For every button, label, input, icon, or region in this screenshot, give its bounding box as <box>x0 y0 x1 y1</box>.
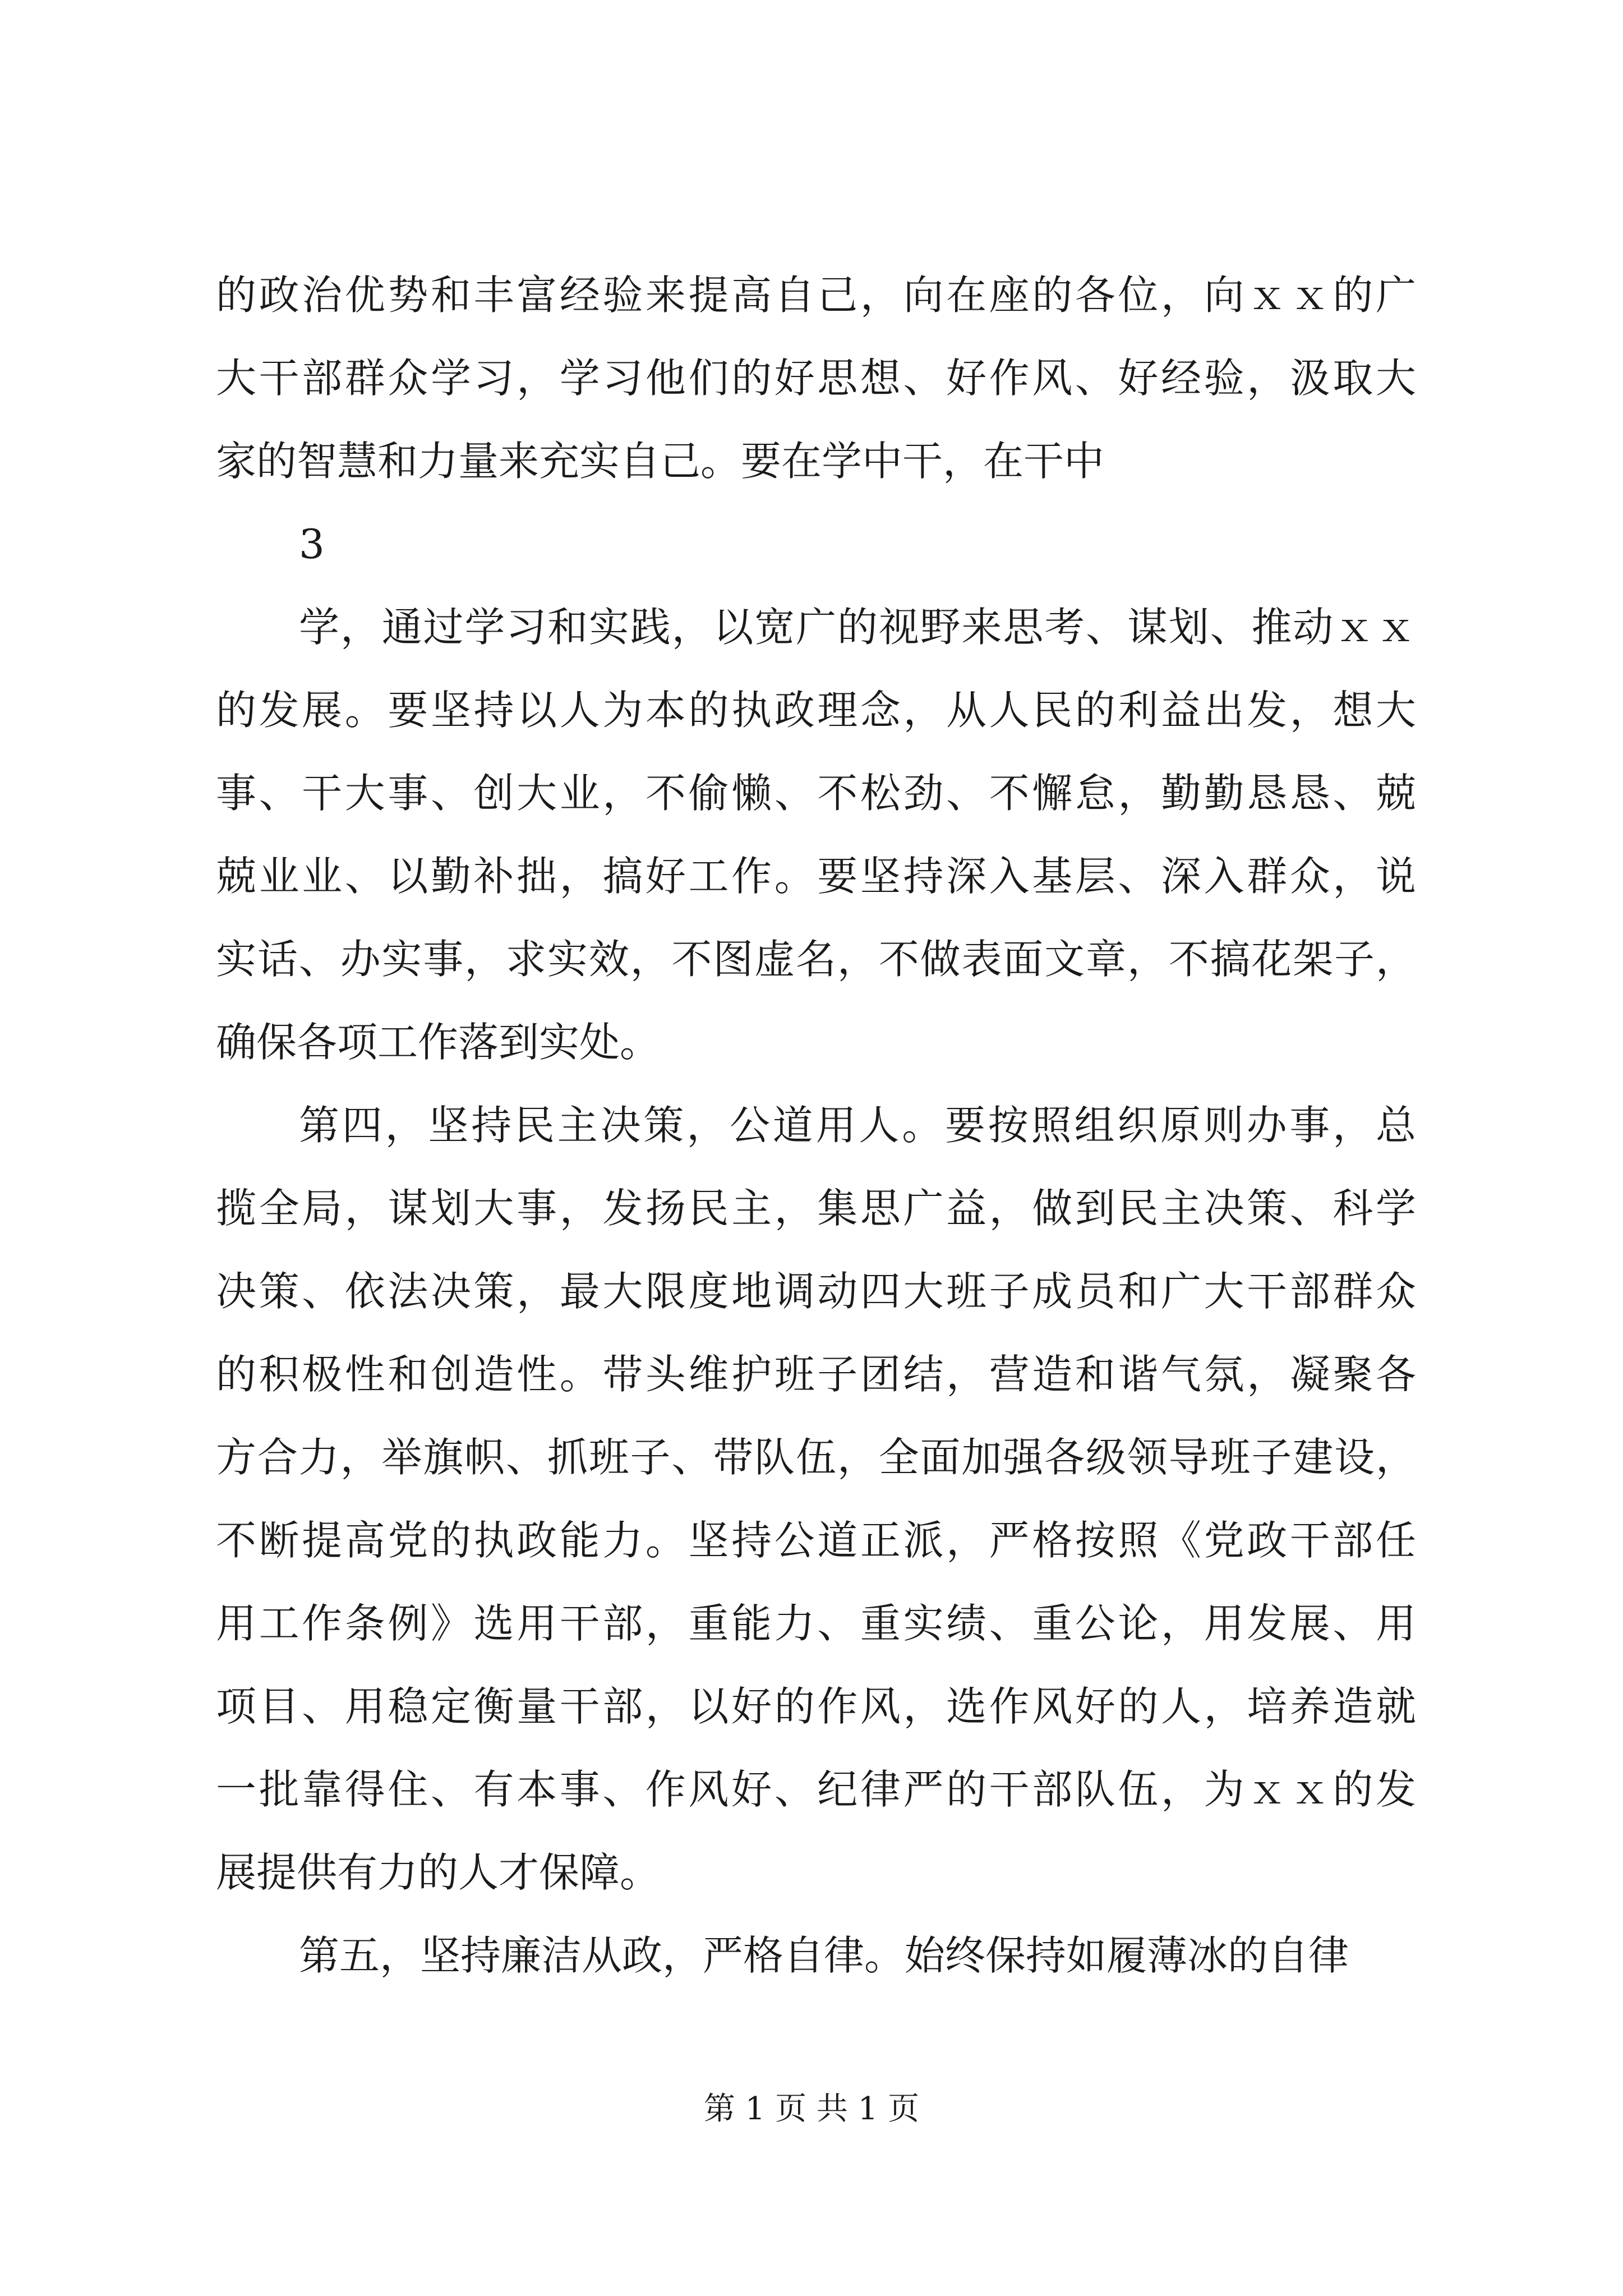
body-line: 确保各项工作落到实处。 <box>216 1019 661 1066</box>
body-line: 第四，坚持民主决策，公道用人。要按照组织原则办事，总 <box>299 1102 1416 1149</box>
body-line: 揽全局，谋划大事，发扬民主，集思广益，做到民主决策、科学 <box>216 1185 1416 1232</box>
body-line: 项目、用稳定衡量干部，以好的作风，选作风好的人，培养造就 <box>216 1683 1416 1730</box>
body-line: 的政治优势和丰富经验来提高自己，向在座的各位，向ｘｘ的广 <box>216 272 1416 319</box>
body-line: 不断提高党的执政能力。坚持公道正派，严格按照《党政干部任 <box>216 1517 1416 1564</box>
body-line: 事、干大事、创大业，不偷懒、不松劲、不懈怠，勤勤恳恳、兢 <box>216 770 1416 817</box>
body-line: 实话、办实事，求实效，不图虚名，不做表面文章，不搞花架子， <box>216 936 1416 983</box>
body-line: 的积极性和创造性。带头维护班子团结，营造和谐气氛，凝聚各 <box>216 1351 1416 1398</box>
body-line: 方合力，举旗帜、抓班子、带队伍，全面加强各级领导班子建设， <box>216 1434 1416 1481</box>
body-line: 大干部群众学习，学习他们的好思想、好作风、好经验，汲取大 <box>216 355 1416 402</box>
body-line: 兢业业、以勤补拙，搞好工作。要坚持深入基层、深入群众，说 <box>216 853 1416 900</box>
body-line: 一批靠得住、有本事、作风好、纪律严的干部队伍，为ｘｘ的发 <box>216 1766 1416 1813</box>
body-line: 决策、依法决策，最大限度地调动四大班子成员和广大干部群众 <box>216 1268 1416 1315</box>
body-line: 第五，坚持廉洁从政，严格自律。始终保持如履薄冰的自律 <box>299 1932 1349 1979</box>
page-footer: 第 1 页 共 1 页 <box>703 2091 920 2127</box>
body-line: 展提供有力的人才保障。 <box>216 1849 661 1896</box>
body-line: 用工作条例》选用干部，重能力、重实绩、重公论，用发展、用 <box>216 1600 1416 1647</box>
body-line: 学，通过学习和实践，以宽广的视野来思考、谋划、推动ｘｘ <box>299 604 1416 651</box>
body-line: 的发展。要坚持以人为本的执政理念，从人民的利益出发，想大 <box>216 687 1416 734</box>
inline-page-number: 3 <box>299 521 325 568</box>
body-line: 家的智慧和力量来充实自己。要在学中干，在干中 <box>216 438 1105 485</box>
document-body <box>216 254 1416 1997</box>
